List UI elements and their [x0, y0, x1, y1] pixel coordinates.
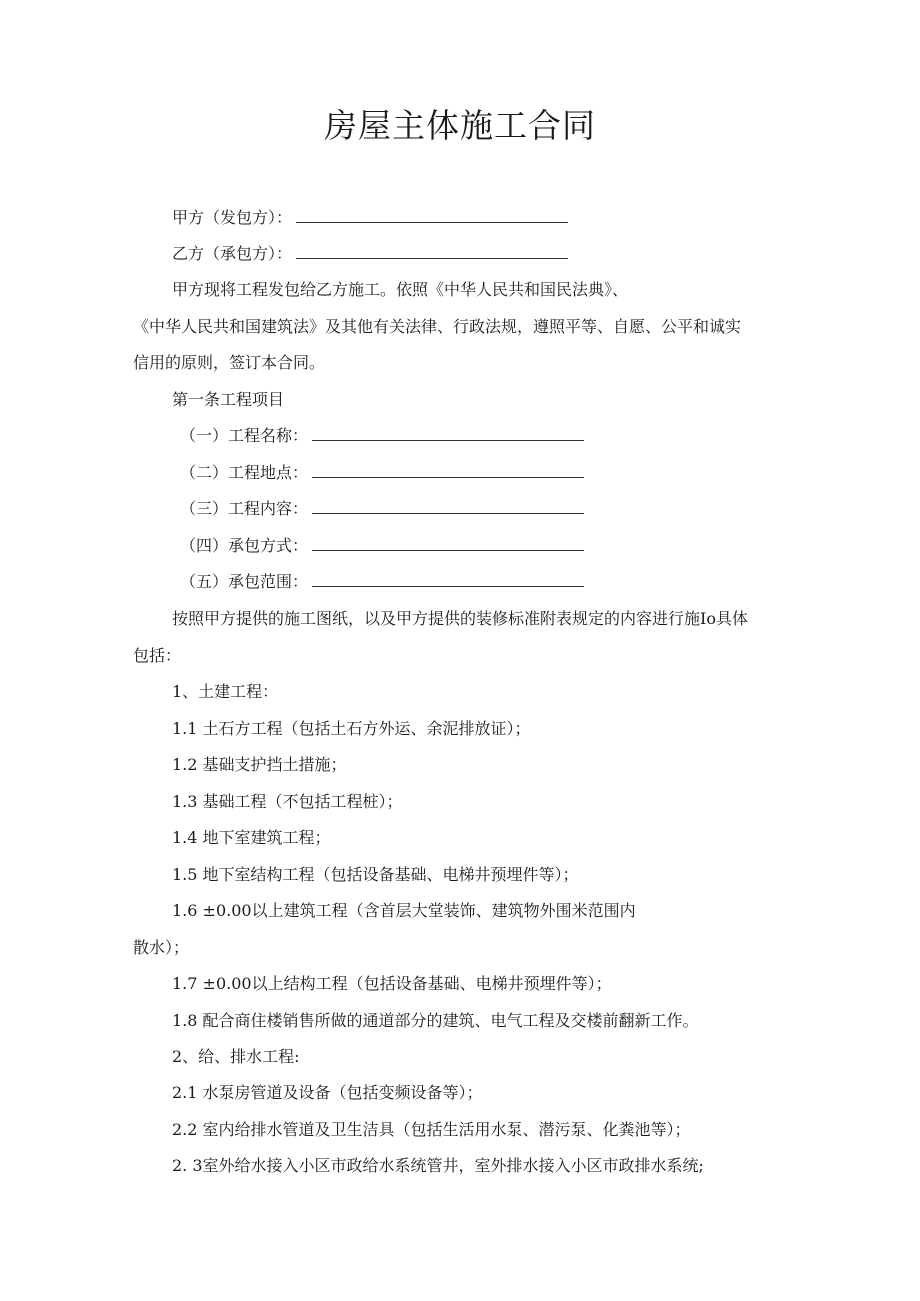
- civil-item-1-1: 1.1 土石方工程（包括土石方外运、余泥排放证）；: [172, 719, 531, 738]
- intro-line-1: 甲方现将工程发包给乙方施工。依照《中华人民共和国民法典》、: [172, 280, 629, 299]
- civil-item-1-4: 1.4 地下室建筑工程；: [172, 828, 331, 847]
- project-location-label: （二）工程地点：: [180, 463, 309, 482]
- contract-scope-blank: [312, 571, 584, 587]
- scope-text-line-1: 按照甲方提供的施工图纸，以及甲方提供的装修标准附表规定的内容进行施Io具体: [172, 609, 748, 628]
- project-name-blank: [312, 425, 584, 441]
- water-item-2-3: 2. 3室外给水接入小区市政给水系统管井，室外排水接入小区市政排水系统;: [172, 1156, 704, 1175]
- contract-method-blank: [312, 535, 584, 551]
- project-content-line: [180, 498, 584, 520]
- party-b-label: 乙方（承包方）：: [172, 244, 293, 263]
- party-a-line: [172, 207, 568, 229]
- project-content-blank: [312, 498, 584, 514]
- civil-item-1-5: 1.5 地下室结构工程（包括设备基础、电梯井预埋件等）；: [172, 865, 579, 884]
- civil-item-1-3: 1.3 基础工程（不包括工程桩）；: [172, 792, 403, 811]
- project-location-line: [180, 462, 584, 484]
- contract-scope-label: （五）承包范围：: [180, 572, 309, 591]
- party-a-blank: [296, 207, 568, 223]
- contract-method-label: （四）承包方式：: [180, 536, 309, 555]
- project-location-blank: [312, 462, 584, 478]
- water-works-heading: 2、给、排水工程:: [172, 1047, 300, 1066]
- party-a-label: 甲方（发包方）：: [172, 208, 293, 227]
- party-b-blank: [296, 243, 568, 259]
- civil-item-1-2: 1.2 基础支护挡土措施；: [172, 755, 347, 774]
- civil-item-1-8: 1.8 配合商住楼销售所做的通道部分的建筑、电气工程及交楼前翻新工作。: [172, 1011, 699, 1030]
- party-b-line: [172, 243, 568, 265]
- project-name-line: [180, 425, 584, 447]
- article-1-heading: 第一条工程项目: [172, 390, 285, 409]
- contract-scope-line: [180, 571, 584, 593]
- civil-item-1-6: 1.6 ±0.00以上建筑工程（含首层大堂装饰、建筑物外围米范围内: [172, 901, 636, 920]
- civil-item-1-6-cont: 散水）；: [133, 938, 190, 957]
- civil-item-1-7: 1.7 ±0.00以上结构工程（包括设备基础、电梯井预埋件等）；: [172, 974, 612, 993]
- contract-title: 房屋主体施工合同: [324, 106, 596, 145]
- intro-line-2: 《中华人民共和国建筑法》及其他有关法律、行政法规，遵照平等、自愿、公平和诚实: [133, 317, 742, 336]
- project-content-label: （三）工程内容：: [180, 499, 309, 518]
- intro-line-3: 信用的原则，签订本合同。: [133, 353, 326, 372]
- water-item-2-2: 2.2 室内给排水管道及卫生洁具（包括生活用水泵、潜污泵、化粪池等）；: [172, 1120, 691, 1139]
- scope-text-line-2: 包括：: [133, 646, 182, 665]
- contract-method-line: [180, 535, 584, 557]
- water-item-2-1: 2.1 水泵房管道及设备（包括变频设备等）；: [172, 1083, 483, 1102]
- civil-works-heading: 1、土建工程：: [172, 682, 279, 701]
- project-name-label: （一）工程名称：: [180, 426, 309, 445]
